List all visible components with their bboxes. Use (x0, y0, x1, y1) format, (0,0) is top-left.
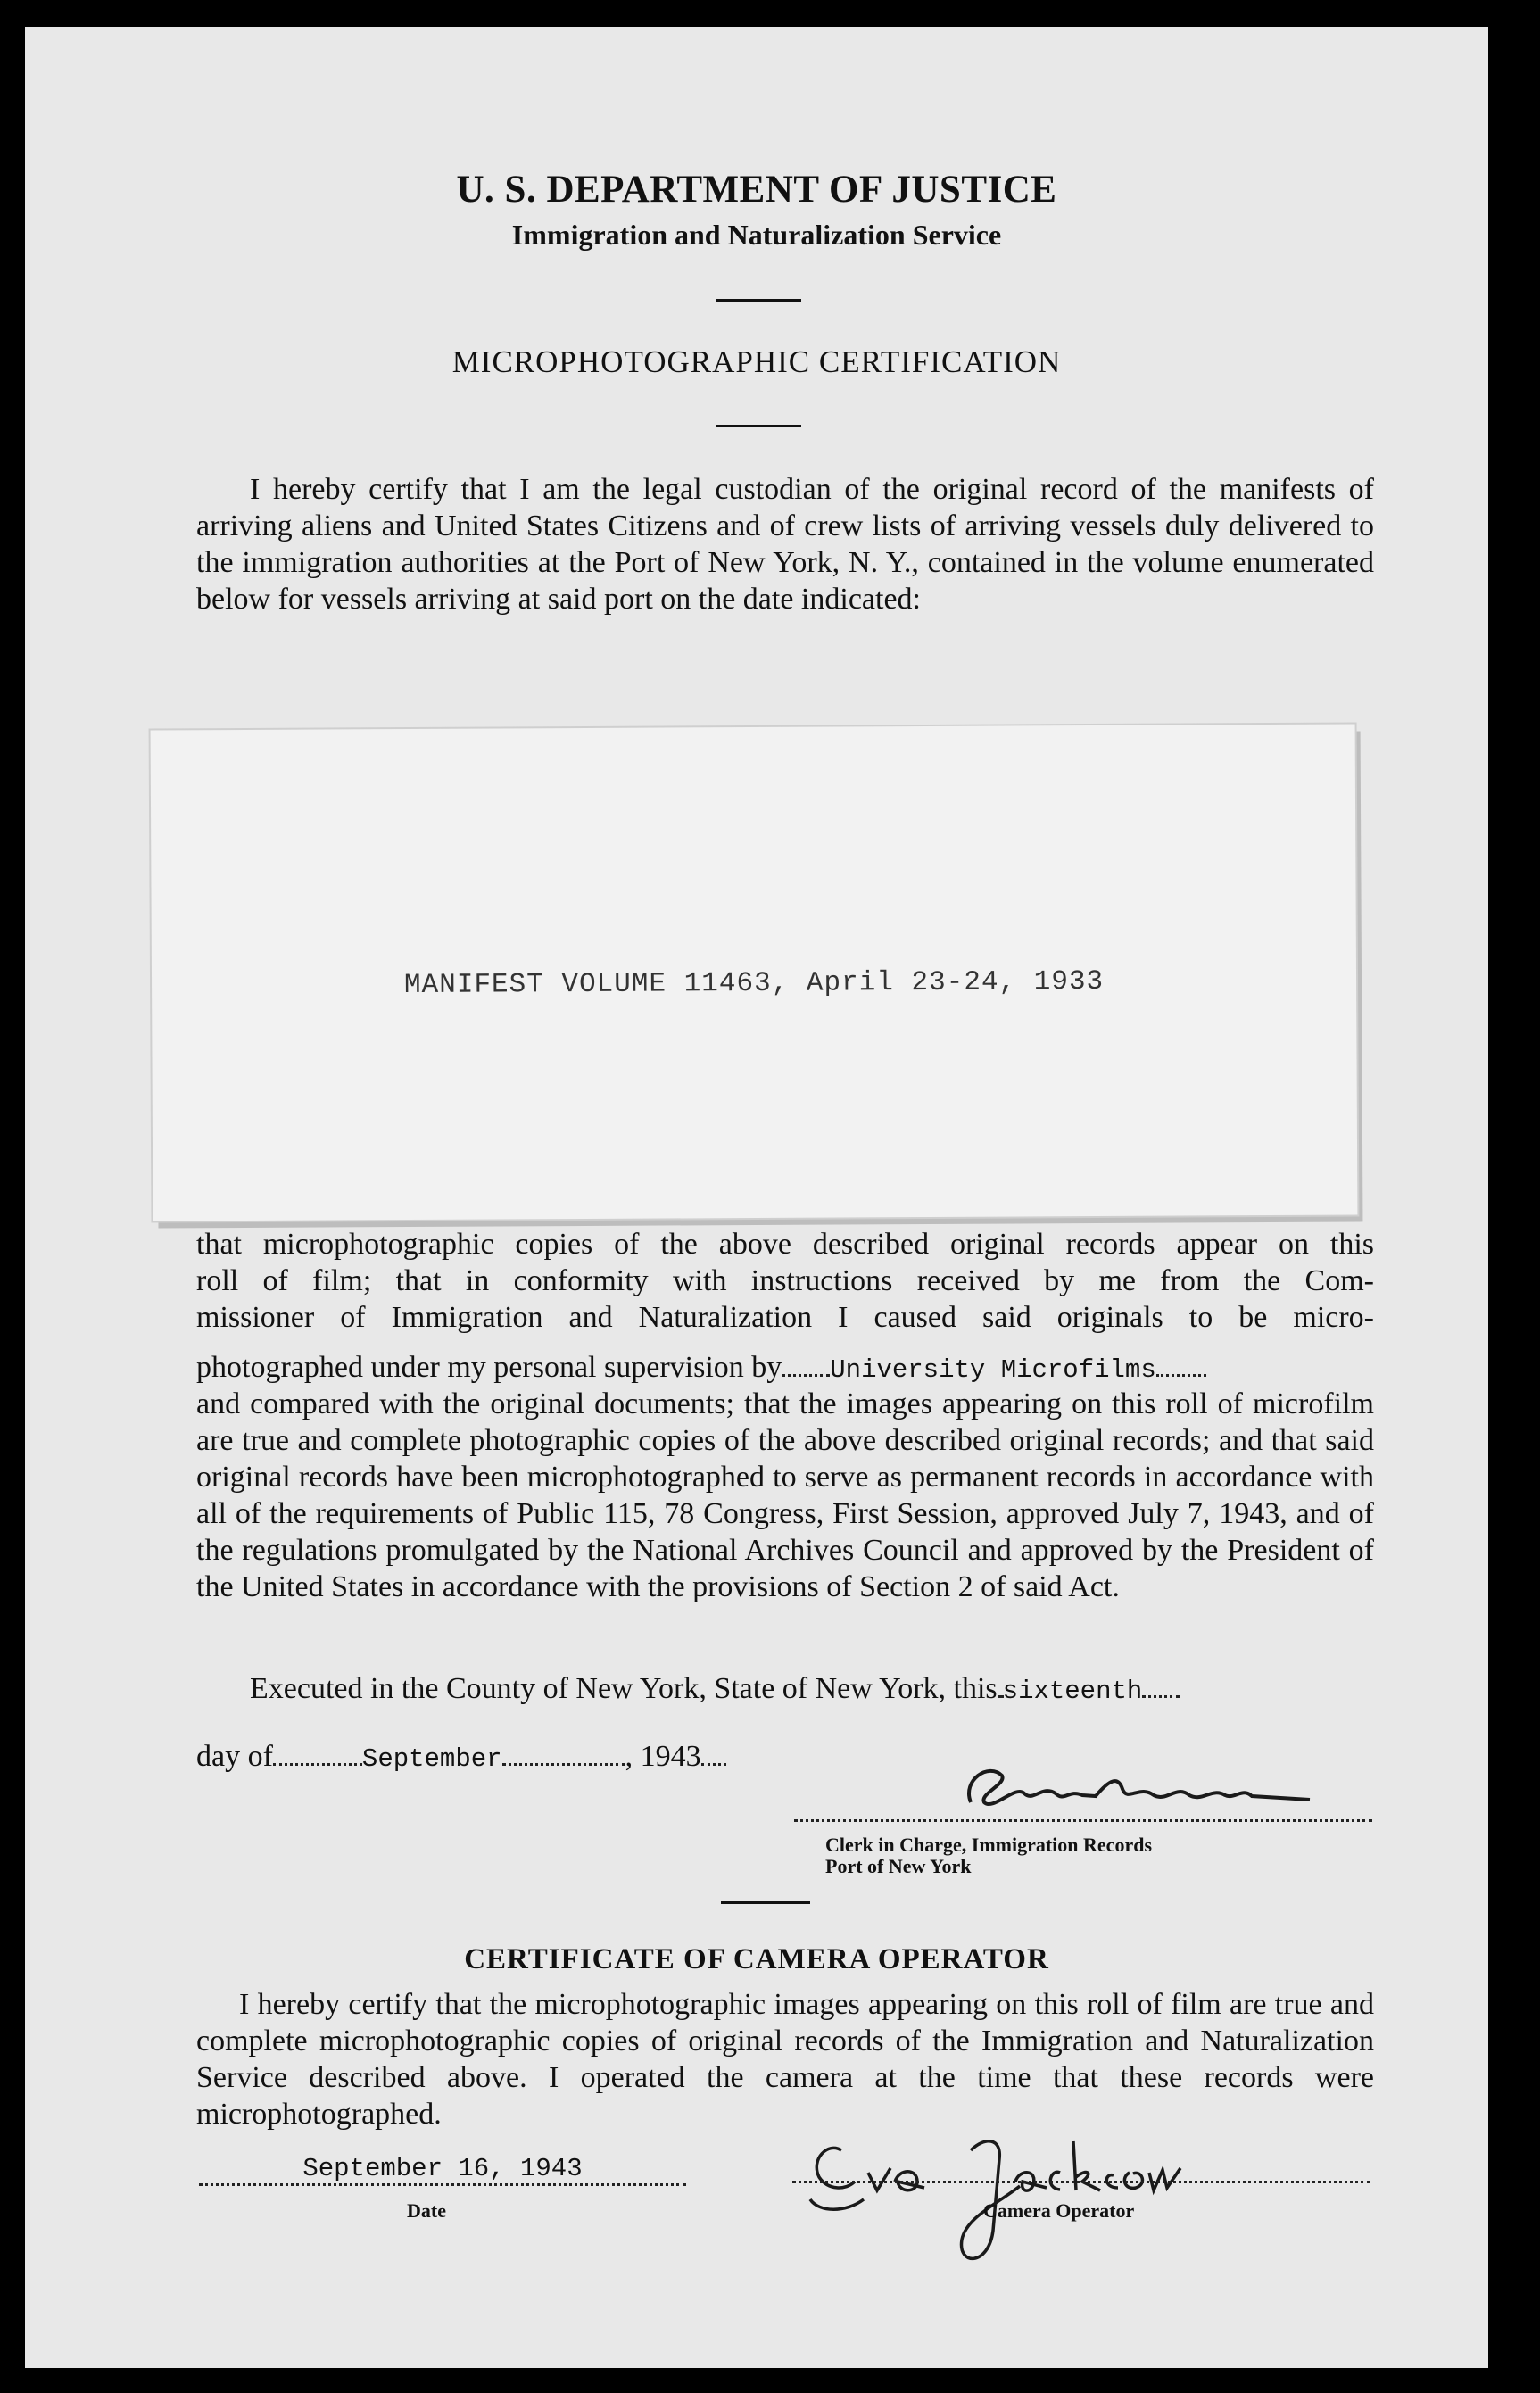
dotted-leader (273, 1763, 362, 1766)
camera-heading: CERTIFICATE OF CAMERA OPERATOR (464, 1943, 1049, 1975)
dotted-leader (1156, 1374, 1206, 1377)
dotted-leader (1142, 1695, 1180, 1698)
department-heading: U. S. DEPARTMENT OF JUSTICE (456, 169, 1057, 211)
divider (716, 425, 801, 427)
intro-paragraph: I hereby certify that I am the legal custodian of the original record of the manifests of arriving aliens and United States Citizens and of crew lists of arriving vessels duly delivered to the immigration authorities at the Port of New York, N. Y., contained in the volume enumerated below for vessels arriving at said port on the date indicated: (196, 473, 1374, 616)
clerk-signature (953, 1753, 1328, 1825)
certificate-page (25, 27, 1488, 2368)
supervisor-name: University Microfilms (830, 1355, 1156, 1385)
year-digit: 3 (685, 1740, 701, 1773)
body-line: that microphotographic copies of the above described original records appear on this (196, 1228, 1374, 1261)
executed-line (250, 1672, 1180, 1706)
body-line: roll of film; that in conformity with instructions received by me from the Com- (196, 1264, 1374, 1297)
clerk-signature-line (794, 1819, 1372, 1822)
camera-date-field (199, 2154, 686, 2186)
executed-day: sixteenth (1002, 1677, 1143, 1706)
service-subheading: Immigration and Naturalization Service (511, 219, 1002, 251)
supervision-line (196, 1349, 1374, 1388)
camera-date-value: September 16, 1943 (302, 2154, 583, 2183)
camera-paragraph: I hereby certify that the microphotographic images appearing on this roll of film are true and complete microphotographic copies of original records of the Immigration and Naturalization Service described above. I operated the camera at the time that these records were microphotographed. (196, 1988, 1374, 2131)
manifest-card (151, 724, 1358, 1221)
dotted-leader (782, 1374, 830, 1377)
clerk-signature-mark (953, 1753, 1328, 1825)
body-line: missioner of Immigration and Naturalization I caused said originals to be micro- (196, 1301, 1374, 1334)
year-prefix: , 194 (625, 1740, 686, 1773)
date-line (196, 1740, 726, 1774)
manifest-volume-text: MANIFEST VOLUME 11463, April 23-24, 1933 (403, 965, 1105, 1002)
certification-title: MICROPHOTOGRAPHIC CERTIFICATION (451, 344, 1062, 379)
clerk-title (825, 1834, 1152, 1877)
body-paragraph: and compared with the original documents; that the images appearing on this roll of microfilm are true and complete photographic copies of the above described original records; and that said original records have been microphotographed to serve as permanent records in accordance with all of the requirements of Public 115, 78 Congress, First Session, approved July 7, 1943, and of the regulations promulgated by the National Archives Council and approved by the President of the United States in accordance with the provisions of Section 2 of said Act. (196, 1387, 1374, 1603)
supervision-label: photographed under my personal supervision by (196, 1351, 782, 1384)
divider (716, 299, 801, 302)
operator-signature-line (792, 2181, 1370, 2183)
camera-operator-label: Camera Operator (983, 2199, 1135, 2222)
day-of-label: day of (196, 1740, 273, 1773)
clerk-title-line: Port of New York (825, 1855, 972, 1877)
date-label: Date (407, 2199, 446, 2222)
dotted-leader (701, 1763, 726, 1766)
dotted-leader (502, 1763, 625, 1766)
executed-label: Executed in the County of New York, State of New York, this (250, 1672, 998, 1705)
divider (721, 1901, 810, 1904)
clerk-title-line: Clerk in Charge, Immigration Records (825, 1834, 1153, 1856)
executed-month: September (361, 1744, 502, 1774)
